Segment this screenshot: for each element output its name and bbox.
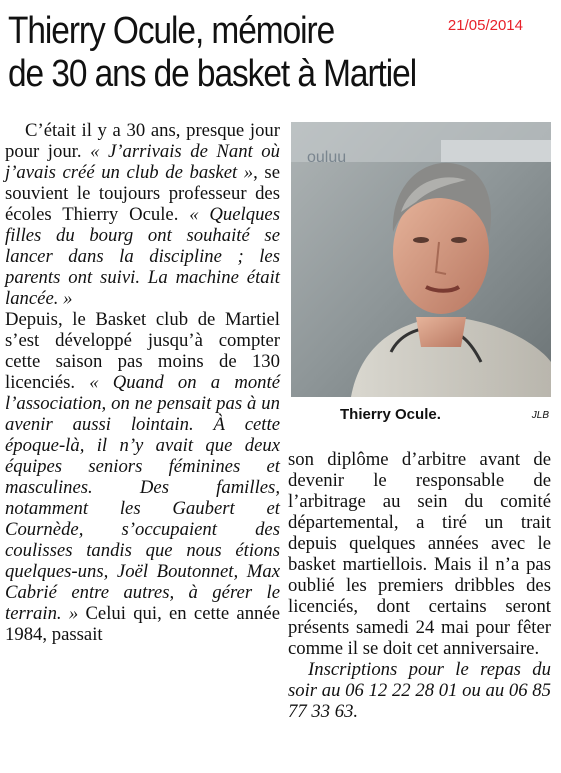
article-column-left (5, 120, 280, 645)
photo-caption: Thierry Ocule. (340, 406, 441, 423)
portrait-photo (291, 122, 551, 397)
paragraph-1 (5, 120, 280, 309)
p2-quote: « Quand on a monté l’association, on ne pensait pas à un avenir aussi lointain. À cette époque-là, il n’y avait que deux équipes seniors féminines et masculines. Des familles, notamment les Gaubert et Cournède, s’occupaient des coulisses tandis que nous étions quelques-uns, Joël Boutonnet, Max Cabrié entre autres, à gérer le terrain. » (5, 372, 280, 624)
paragraph-3: son diplôme d’arbitre avant de devenir le responsable de l’arbitrage au sein du comité départemental, a tiré un trait depuis quelques années avec le basket martiellois. Mais il n’a pas oublié les premiers dribbles des licenciés, dont certains seront présents samedi 24 mai pour fêter comme il se doit cet anniversaire. (288, 449, 551, 659)
publication-date: 21/05/2014 (447, 17, 523, 34)
article-headline (8, 10, 417, 96)
p2-text-b: Celui qui, en cette année 1984, passait (5, 603, 280, 645)
article-column-right (288, 449, 551, 722)
paragraph-4 (288, 659, 551, 722)
headline-line-1: Thierry Ocule, mémoire (8, 10, 335, 52)
p1-text-a: C’était il y a 30 ans, presque jour pour jour. (5, 120, 280, 162)
paragraph-2 (5, 309, 280, 645)
photo-credit: JLB (531, 410, 549, 421)
registration-info: Inscriptions pour le repas du soir au 06 12 22 28 01 ou au 06 85 77 33 63. (288, 659, 551, 722)
headline-line-2: de 30 ans de basket à Martiel (8, 53, 417, 95)
svg-text:ouluu: ouluu (307, 149, 347, 166)
p1-quote-1: « J’arrivais de Nant où j’avais créé un club de basket » (5, 141, 280, 183)
p1-quote-2: « Quelques filles du bourg ont souhaité se lancer dans la discipline ; les parents ont suivi. La machine était lancée. » (5, 204, 280, 309)
article-photo (291, 122, 551, 397)
p2-text-a: Depuis, le Basket club de Martiel s’est développé jusqu’à compter cette saison pas moins de 130 licenciés. (5, 309, 280, 393)
p1-text-b: , se souvient le toujours professeur des écoles Thierry Ocule. (5, 162, 280, 225)
